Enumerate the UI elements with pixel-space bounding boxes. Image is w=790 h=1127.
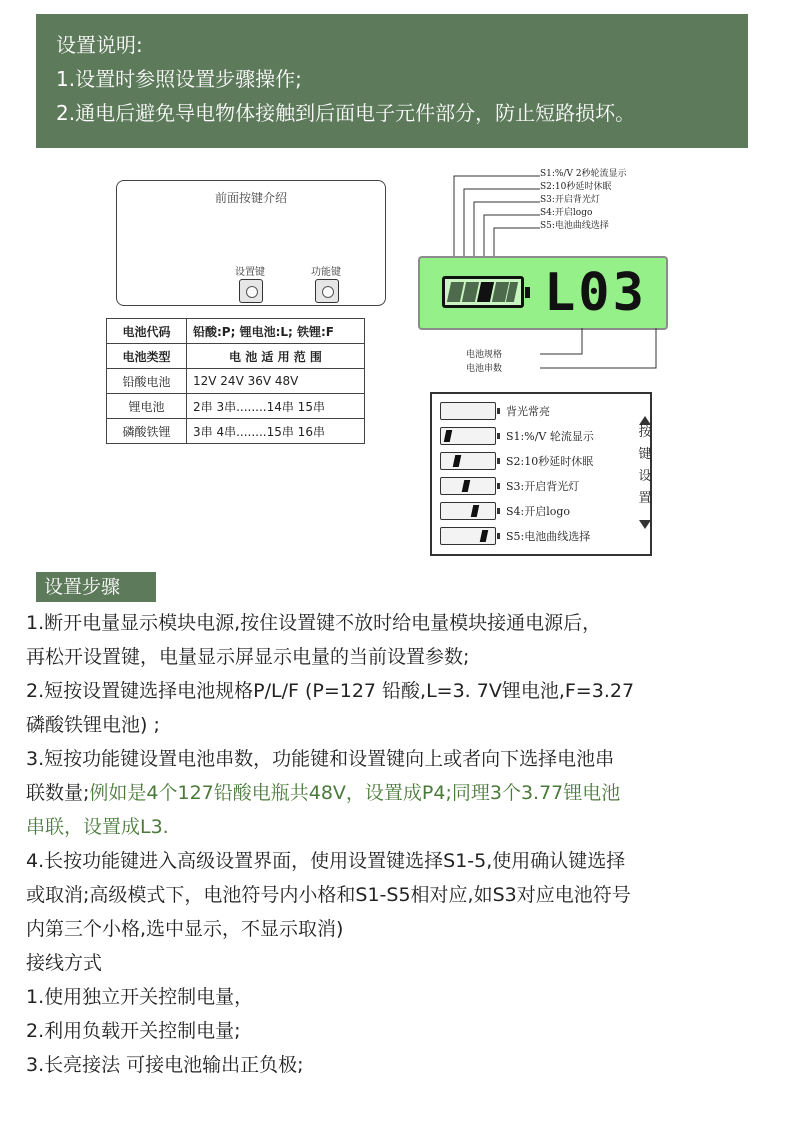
banner-line-1: 1.设置时参照设置步骤操作; — [56, 67, 302, 91]
step-line: 1.使用独立开关控制电量， — [26, 986, 254, 1008]
battery-icon — [440, 452, 496, 470]
battery-icon — [440, 527, 496, 545]
table-cell: 磷酸铁锂 — [107, 419, 187, 444]
table-cell: 3串 4串........15串 16串 — [187, 419, 365, 444]
s-row-text: S3:开启背光灯 — [506, 480, 580, 493]
battery-icon — [440, 402, 496, 420]
func-key-button[interactable] — [315, 279, 339, 303]
s-mode-panel — [430, 392, 652, 556]
banner-title: 设置说明: — [56, 33, 143, 57]
lcd-digits: L03 — [544, 263, 647, 323]
step-line: 3.短按功能键设置电池串数，功能键和设置键向上或者向下选择电池串 — [26, 748, 615, 770]
step-line: 1.断开电量显示模块电源,按住设置键不放时给电量模块接通电源后， — [26, 612, 602, 634]
table-cell: 电池代码 — [107, 319, 187, 344]
table-row — [107, 369, 365, 394]
steps-title: 设置步骤 — [36, 572, 156, 602]
callout-s5: S5:电池曲线选择 — [540, 221, 609, 231]
table-row — [107, 419, 365, 444]
callout-s1: S1:%/V 2秒轮流显示 — [540, 169, 627, 179]
func-key-label: 功能键 — [311, 267, 341, 278]
table-cell: 电 池 适 用 范 围 — [187, 344, 365, 369]
step-line: 内第三个小格,选中显示，不显示取消) — [26, 918, 344, 940]
step-line — [26, 776, 776, 810]
step-line: 再松开设置键，电量显示屏显示电量的当前设置参数; — [26, 646, 470, 668]
diagram-area — [100, 160, 680, 566]
battery-icon — [440, 477, 496, 495]
table-cell: 2串 3串........14串 15串 — [187, 394, 365, 419]
lcd-note-series: 电池串数 — [466, 364, 503, 374]
instructions-banner — [36, 14, 748, 148]
s-row-text: S4:开启logo — [506, 505, 571, 518]
table-row — [107, 319, 365, 344]
step-line: 3.长亮接法 可接电池输出正负极; — [26, 1054, 304, 1076]
step-line: 串联，设置成L3. — [26, 816, 169, 838]
lcd-battery-icon — [442, 276, 524, 308]
table-cell: 铅酸:P; 锂电池:L; 铁锂:F — [187, 319, 365, 344]
battery-icon — [440, 502, 496, 520]
down-arrow-icon — [639, 520, 651, 529]
table-cell: 铅酸电池 — [107, 369, 187, 394]
lcd-callouts — [540, 168, 627, 233]
step-line: 4.长按功能键进入高级设置界面，使用设置键选择S1-5,使用确认键选择 — [26, 850, 626, 872]
callout-lines — [440, 170, 550, 260]
lcd-note-lines — [510, 328, 690, 372]
step-line: 磷酸铁锂电池) ; — [26, 714, 160, 736]
step-line: 2.利用负载开关控制电量; — [26, 1020, 241, 1042]
wiring-title: 接线方式 — [26, 952, 103, 974]
step-text: 联数量; — [26, 782, 90, 804]
callout-s4: S4:开启logo — [540, 208, 593, 218]
s-row-text: S5:电池曲线选择 — [506, 530, 591, 543]
s-row-text: S2:10秒延时休眠 — [506, 455, 594, 468]
step-line: 2.短按设置键选择电池规格P/L/F (P=127 铅酸,L=3. 7V锂电池,F=3.27 — [26, 680, 635, 702]
steps-body — [26, 606, 776, 1082]
table-cell: 锂电池 — [107, 394, 187, 419]
lcd-display — [418, 256, 668, 330]
set-key-label: 设置键 — [235, 267, 265, 278]
callout-s3: S3:开启背光灯 — [540, 195, 600, 205]
example-text: 例如是4个127铅酸电瓶共48V，设置成P4;同理3个3.77锂电池 — [89, 782, 621, 804]
battery-table — [106, 318, 365, 444]
front-panel-title: 前面按键介绍 — [214, 191, 287, 205]
step-line: 或取消;高级模式下，电池符号内小格和S1-S5相对应,如S3对应电池符号 — [26, 884, 631, 906]
s-row-text: S1:%/V 轮流显示 — [506, 430, 594, 443]
lcd-note-spec: 电池规格 — [466, 350, 503, 360]
table-row — [107, 394, 365, 419]
banner-line-2: 2.通电后避免导电物体接触到后面电子元件部分，防止短路损坏。 — [56, 101, 636, 125]
key-setting-label: 按键设置 — [638, 425, 652, 506]
callout-s2: S2:10秒延时休眠 — [540, 182, 612, 192]
table-row — [107, 344, 365, 369]
table-cell: 12V 24V 36V 48V — [187, 369, 365, 394]
table-cell: 电池类型 — [107, 344, 187, 369]
battery-icon — [440, 427, 496, 445]
front-panel — [116, 180, 386, 306]
set-key-button[interactable] — [239, 279, 263, 303]
s-row-text: 背光常亮 — [506, 405, 550, 418]
